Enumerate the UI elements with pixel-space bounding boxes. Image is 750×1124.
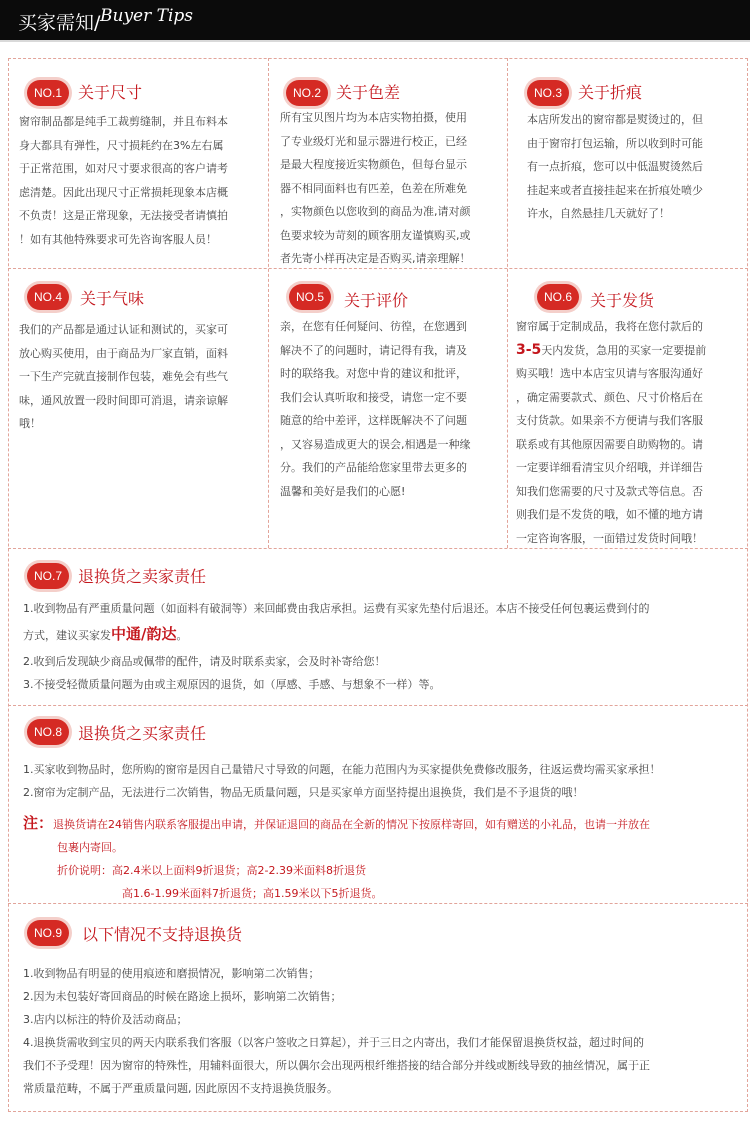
text-line: 2.窗帘为定制产品，无法进行二次销售，物品无质量问题，只是买家单方面坚持提出退换货，我们是不予退货的哦！ xyxy=(23,786,584,799)
text-line: 温馨和美好是我们的心愿! xyxy=(280,484,406,498)
text-line: 不负责！这是正常现象，无法接受者请慎拍 xyxy=(19,209,228,222)
text-line: 味，通风放置一段时间即可消退，请亲谅解 xyxy=(19,393,228,407)
section-body xyxy=(23,962,745,1100)
section-badge: NO.8 xyxy=(27,719,69,745)
text-line: 知我们您需要的尺寸及款式等信息。否 xyxy=(516,484,703,498)
section-body xyxy=(527,108,739,226)
text-line: 色要求较为苛刻的顾客朋友谨慎购买,或 xyxy=(280,228,471,242)
text-line: 随意的给中差评，这样既解决不了问题 xyxy=(280,414,467,427)
note-label: 注： xyxy=(23,814,54,832)
text-line xyxy=(23,812,745,836)
section-title: 关于发货 xyxy=(590,291,655,310)
section-badge: NO.1 xyxy=(27,80,69,106)
text-line: 由于窗帘打包运输，所以收到时可能 xyxy=(527,136,703,150)
text-line: ，实物颜色以您收到的商品为准,请对颜 xyxy=(280,205,471,218)
text-line: 我们的产品都是通过认证和测试的，买家可 xyxy=(19,323,228,336)
text-fragment: 。 xyxy=(176,629,188,642)
section-title: 关于评价 xyxy=(344,291,409,310)
text-line: ，又容易造成更大的误会,相遇是一种缘 xyxy=(280,437,471,451)
section-body xyxy=(23,597,745,696)
section-title: 以下情况不支持退换货 xyxy=(82,925,243,944)
text-line: 是最大程度接近实物颜色，但每台显示 xyxy=(280,158,467,171)
text-line: 于正常范围，如对尺寸要求很高的客户请考 xyxy=(19,162,228,175)
grid-divider xyxy=(268,58,269,548)
text-line: 有一点折痕，您可以中低温熨烫然后 xyxy=(527,160,703,173)
text-line: 窗帘制品都是纯手工裁剪缝制，并且布料本 xyxy=(19,115,228,128)
text-line: 2.收到后发现缺少商品或佩带的配件，请及时联系卖家，会及时补寄给您！ xyxy=(23,655,386,668)
discount-line: 高1.6-1.99米面料7折退货；高1.59米以下5折退货。 xyxy=(122,887,383,900)
text-line: 3.不接受轻微质量问题为由或主观原因的退货，如（厚感、手感、与想象不一样）等。 xyxy=(23,678,441,691)
section-badge: NO.7 xyxy=(27,563,69,589)
carrier-names: 中通/韵达 xyxy=(111,625,177,643)
text-line: 我们不予受理！因为窗帘的特殊性，用辅料面很大，所以偶尔会出现两根纤维搭接的结合部分并线或断线导致的抽丝情况，属于正 xyxy=(23,1059,650,1072)
discount-line: 折价说明：高2.4米以上面料9折退货；高2-2.39米面料8折退货 xyxy=(57,864,366,877)
section-badge: NO.3 xyxy=(527,80,569,106)
text-line: 购买哦！选中本店宝贝请与客服沟通好 xyxy=(516,367,703,380)
section-title: 关于尺寸 xyxy=(78,83,143,102)
text-line: 哦！ xyxy=(19,417,41,430)
section-title: 关于色差 xyxy=(336,83,401,102)
text-line: 我们会认真听取和接受，请您一定不要 xyxy=(280,390,467,404)
section-body xyxy=(280,315,504,503)
header-bar xyxy=(0,0,750,40)
section-title: 关于折痕 xyxy=(578,83,643,102)
text-line: 放心购买使用，由于商品为厂家直销，面料 xyxy=(19,346,228,360)
text-line: 本店所发出的窗帘都是熨烫过的，但 xyxy=(527,113,703,126)
text-fragment: 退换货请在24销售内联系客服提出申请，并保证退回的商品在全新的情况下按原样寄回，如有赠送的小礼品，也请一并放在 xyxy=(53,818,651,831)
section-title: 关于气味 xyxy=(80,289,145,308)
text-line: 1.收到物品有明显的使用痕迹和磨损情况，影响第二次销售； xyxy=(23,967,320,980)
text-line: 联系或有其他原因需要自助购物的。请 xyxy=(516,437,703,451)
section-badge: NO.2 xyxy=(286,80,328,106)
text-line: ，确定需要款式、颜色、尺寸价格后在 xyxy=(516,390,703,404)
text-line xyxy=(23,620,745,650)
text-fragment: 天内发货，急用的买家一定要提前 xyxy=(541,343,707,357)
grid-divider xyxy=(8,705,748,706)
section-badge: NO.4 xyxy=(27,284,69,310)
text-line: 一定咨询客服，一面错过发货时间哦！ xyxy=(516,531,703,545)
text-line: 时的联络我。对您中肯的建议和批评， xyxy=(280,367,467,380)
text-line: 支付货款。如果亲不方便请与我们客服 xyxy=(516,414,703,427)
section-badge: NO.5 xyxy=(289,284,331,310)
text-line: 挂起来或者直接挂起来在折痕处喷少 xyxy=(527,183,703,197)
section-body xyxy=(19,110,265,251)
section-body xyxy=(23,758,745,804)
section-title: 退换货之买家责任 xyxy=(78,724,207,743)
text-line: 了专业级灯光和显示器进行校正，已经 xyxy=(280,134,467,148)
text-line: ！如有其他特殊要求可先咨询客服人员！ xyxy=(19,232,217,246)
section-title: 退换货之卖家责任 xyxy=(78,567,207,586)
text-line: 分。我们的产品能给您家里带去更多的 xyxy=(280,461,467,474)
text-line: 虑清楚。因此出现尺寸正常损耗现象本店概 xyxy=(19,185,228,199)
return-note xyxy=(23,812,745,905)
text-line: 包裹内寄回。 xyxy=(57,841,123,854)
text-line: 4.退换货需收到宝贝的两天内联系我们客服（以客户签收之日算起），并于三日之内寄出，我们才能保留退换货权益，超过时间的 xyxy=(23,1036,644,1049)
text-line: 3.店内以标注的特价及活动商品； xyxy=(23,1013,188,1026)
text-line xyxy=(516,339,744,363)
text-fragment: 方式，建议买家发 xyxy=(23,629,111,642)
text-line: 解决不了的问题时，请记得有我，请及 xyxy=(280,343,467,357)
shipping-days: 3-5 xyxy=(516,341,542,358)
section-badge: NO.6 xyxy=(537,284,579,310)
section-body xyxy=(19,318,265,436)
text-line: 则我们是不发货的哦，如不懂的地方请 xyxy=(516,508,703,521)
section-body xyxy=(280,106,504,271)
text-line: 一定要详细看清宝贝介绍哦，并详细告 xyxy=(516,461,703,474)
section-badge: NO.9 xyxy=(27,920,69,946)
grid-divider xyxy=(507,58,508,548)
text-line: 许水，自然悬挂几天就好了！ xyxy=(527,207,670,220)
text-line: 1.收到物品有严重质量问题（如面料有破洞等）来回邮费由我店承担。运费有买家先垫付后退还。本店不接受任何包裹运费到付的 xyxy=(23,602,650,615)
section-body xyxy=(516,315,744,550)
text-line: 身大都具有弹性，尺寸损耗约在3%左右属 xyxy=(19,138,224,152)
text-line: 一下生产完就直接制作包装，难免会有些气 xyxy=(19,370,228,383)
text-line: 2.因为未包装好寄回商品的时候在路途上损坏，影响第二次销售； xyxy=(23,990,342,1003)
header-divider xyxy=(0,40,750,42)
text-line: 器不相同面料也有匹差，色差在所难免 xyxy=(280,181,467,195)
text-line: 窗帘属于定制成品，我将在您付款后的 xyxy=(516,320,703,333)
text-line: 者先寄小样再决定是否购买,请亲理解！ xyxy=(280,252,471,265)
text-line: 所有宝贝图片均为本店实物拍摄，使用 xyxy=(280,111,467,124)
header-subtitle: Buyer Tips xyxy=(100,6,194,26)
text-line: 常质量范畴，不属于严重质量问题, 因此原因不支持退换货服务。 xyxy=(23,1082,338,1095)
text-line: 1.买家收到物品时，您所购的窗帘是因自己量错尺寸导致的问题，在能力范围内为买家提供免费修改服务，往返运费均需买家承担！ xyxy=(23,763,661,776)
header-title: 买家需知/ xyxy=(18,12,101,34)
text-line: 亲，在您有任何疑问、彷徨，在您遇到 xyxy=(280,320,467,333)
